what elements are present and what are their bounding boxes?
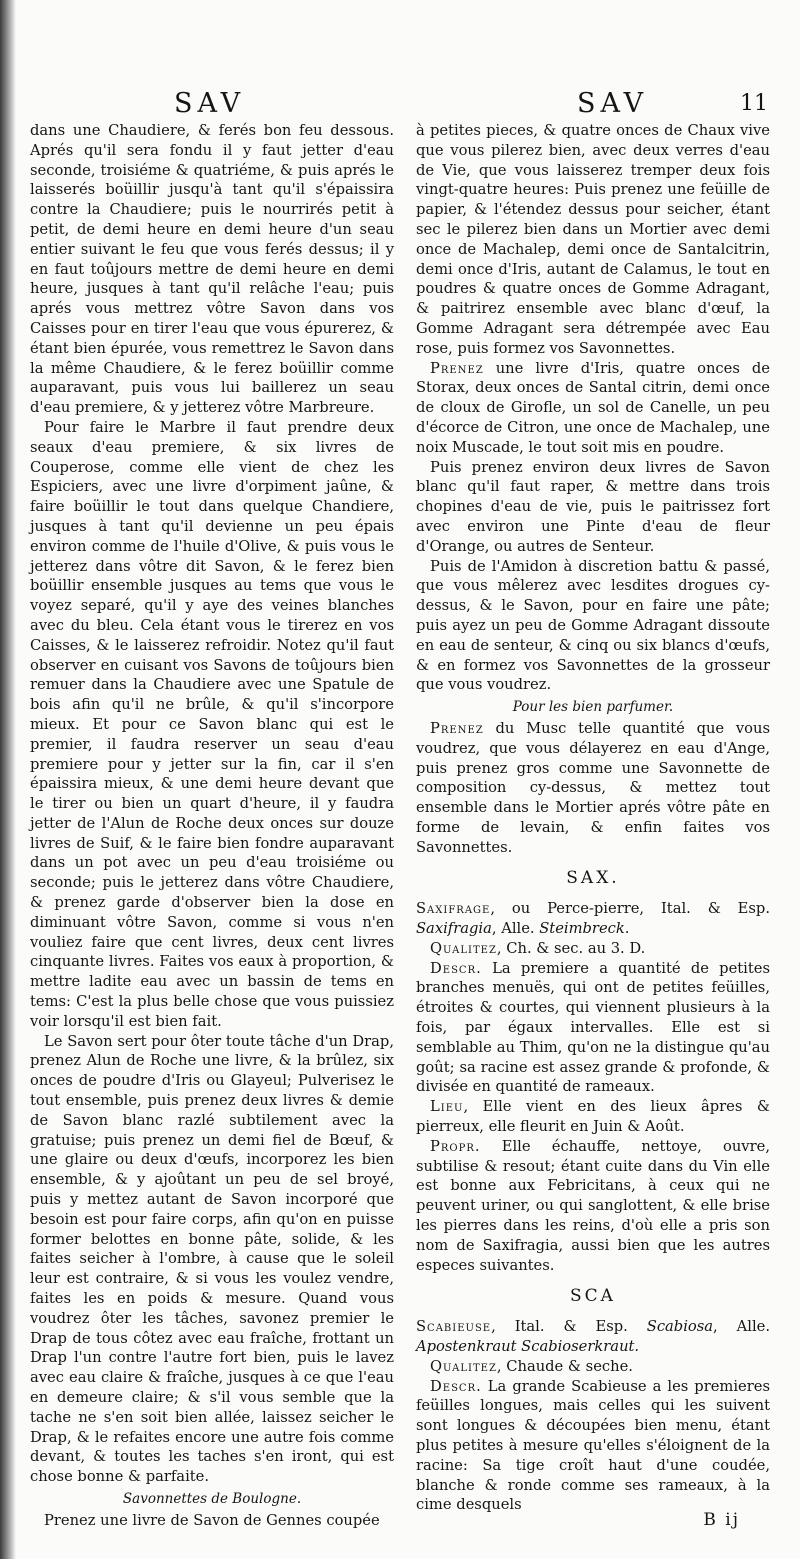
entry-text: La premiere a quantité de petites branches menuës, qui ont de petites feüilles, étroites & courtes, qui viennent plusieurs à la fois, par égaux intervalles. Elle est si semblable au Thim, qu'on ne la distingue qu'au goût; sa racine est assez grande & profonde, & divisée en quantité de rameaux. xyxy=(416,959,771,1096)
entry-saxifrage-lieu xyxy=(416,1097,770,1137)
entry-label: Qualitez xyxy=(430,1357,497,1375)
entry-scabieuse-descr xyxy=(416,1377,770,1516)
paragraph-marble: Pour faire le Marbre il faut prendre deux seaux d'eau premiere, & six livres de Couperose, comme elle vient de chez les Espiciers, avec une livre d'orpiment jaûne, & faire boüillir le tout dans quelque Chandiere, jusques à tant qu'il devienne un peu épais environ comme de l'huile d'Olive, & puis vous le jetterez dans vôtre dit Savon, & le ferez bien boüillir ensemble jusques au tems que vous le voyez separé, qu'il y aye des veines blanches avec du bleu. Cela étant vous le tirerez en vos Caisses, & le laisserez refroidir. Notez qu'il faut observer en cuisant vos Savons de toûjours bien remuer dans la Chaudiere avec une Spatule de bois afin qu'il ne brûle, & qu'il s'incorpore mieux. Et pour ce Savon blanc qui est le premier, il faudra reserver un seau d'eau premiere pour y jetter sur la fin, car il s'en épaissira mieux, & une demi heure devant que le tirer ou bien un quart d'heure, il y faudra jetter de l'Alun de Roche deux onces sur douze livres de Suif, & le faire bien fondre auparavant dans un pot avec un peu d'eau troisiéme ou seconde; puis le jetterez dans vôtre Chaudiere, & prenez garde d'observer bien la dose en diminuant vôtre Savon, comme si vous n'en vouliez faire que cent livres, deux cent livres cinquante livres. Faites vos eaux à proportion, & mettre ladite eau avec un bassin de tems en tems: C'est la plus belle chose que vous puissiez voir lorsqu'il est bien fait. xyxy=(30,418,394,1030)
entry-german: Apostenkraut Scabioserkraut. xyxy=(416,1338,640,1356)
entry-text: , Elle vient en des lieux âpres & pierreux, elle fleurit en Juin & Août. xyxy=(416,1098,770,1136)
paragraph-savonnettes-start: Prenez une livre de Savon de Gennes coupée xyxy=(44,1511,380,1529)
page-binding-edge xyxy=(0,0,16,1559)
caption-parfumer: Pour les bien parfumer. xyxy=(512,699,674,716)
entry-text: , Ch. & sec. au 3. D. xyxy=(496,939,646,957)
section-heading-sax: SAX. xyxy=(566,868,620,889)
entry-latin: Scabiosa xyxy=(646,1318,714,1336)
entry-scabieuse-qualitez xyxy=(416,1357,770,1377)
paragraph-amidon: Puis de l'Amidon à discretion battu & passé, que vous mêlerez avec lesdites drogues cy-dessus, & le Savon, pour en faire une pâte; puis ayez un peu de Gomme Adragant dissoute en eau de senteur, & cinq ou six blancs d'œufs, & en formez vos Savonnettes de la grosseur que vous voudrez. xyxy=(416,557,770,694)
right-column xyxy=(416,121,770,1515)
entry-name: Scabieuse xyxy=(416,1318,492,1336)
entry-label: Descr. xyxy=(430,959,482,977)
entry-saxifrage-propr xyxy=(416,1137,770,1276)
entry-text: , Alle. xyxy=(491,920,535,938)
entry-saxifrage-title xyxy=(416,899,770,939)
lead-word: Prenez xyxy=(430,719,484,737)
entry-latin: Saxifragia xyxy=(416,920,492,938)
paragraph-iris-storax xyxy=(416,359,770,458)
left-column xyxy=(30,121,394,1531)
entry-label: Qualitez xyxy=(430,939,497,957)
section-heading-sca: SCA xyxy=(570,1286,616,1307)
entry-text: , Ital. & Esp. xyxy=(491,1318,628,1336)
paragraph-text: une livre d'Iris, quatre onces de Storax, deux onces de Santal citrin, demi once de cloux de Girofle, un sol de Canelle, un peu d'écorce de Citron, une once de Machalep, une noix Muscade, le tout soit mis en poudre. xyxy=(416,359,770,456)
entry-saxifrage-qualitez xyxy=(416,939,770,959)
header-left-title: SAV xyxy=(174,88,246,119)
entry-scabieuse-title xyxy=(416,1317,770,1357)
entry-label: Propr. xyxy=(430,1137,481,1155)
lead-word: Prenez xyxy=(430,359,484,377)
entry-text: , Alle. xyxy=(713,1318,771,1336)
paragraph-musc xyxy=(416,719,770,858)
paragraph-savon-blanc: Puis prenez environ deux livres de Savon blanc qu'il faut raper, & mettre dans trois chopines d'eau de vie, puis le paitrissez fort avec environ une Pinte d'eau de fleur d'Orange, ou autres de Senteur. xyxy=(416,458,770,555)
entry-text: La grande Scabieuse a les premieres feüilles longues, mais celles qui les suivent sont longues & découpées bien menu, étant plus petites à mesure qu'elles s'éloignent de la racine: Sa tige croît haut d'une coudée, blanche & ronde comme ses rameaux, à la cime desquels xyxy=(416,1377,770,1514)
paragraph-text: du Musc telle quantité que vous voudrez, que vous délayerez en eau d'Ange, puis prenez gros comme une Savonnette de composition cy-dessus, & mettez tout ensemble dans le Mortier aprés vôtre pâte en forme de levain, & enfin faites vos Savonnettes. xyxy=(416,719,771,856)
entry-text: , ou Perce-pierre, Ital. & Esp. xyxy=(490,900,770,918)
entry-german: Steimbreck. xyxy=(539,920,630,938)
entry-name: Saxifrage xyxy=(416,900,491,918)
paragraph-savonnettes-continued: à petites pieces, & quatre onces de Chaux vive que vous pilerez bien, avec deux verres d'eau de Vie, que vous laisserez tremper deux fois vingt-quatre heures: Puis prenez une feüille de papier, & l'étendez dessus pour seicher, étant sec le pilerez bien dans un Mortier avec demi once de Machalep, demi once de Santalcitrin, demi once d'Iris, autant de Calamus, le tout en poudres & quatre onces de Gomme Adragant, & paitrirez ensemble avec blanc d'œuf, la Gomme Adragant sera détrempée avec Eau rose, puis formez vos Savonnettes. xyxy=(416,122,770,357)
header-right-title: SAV xyxy=(577,88,649,119)
paragraph-soap-boiling: dans une Chaudiere, & ferés bon feu dessous. Aprés qu'il sera fondu il y faut jetter d'eau seconde, troisiéme & quatriéme, & puis aprés le laisserés boüillir jusqu'à tant qu'il s'épaissira contre la Chaudiere; puis le nourrirés petit à petit, de demi heure en demi heure d'un seau entier suivant le feu que vous ferés dessus; il y en faut toûjours mettre de demi heure en demi heure, jusques à tant qu'il relâche l'eau; puis aprés vous mettrez vôtre Savon dans vos Caisses pour en tirer l'eau que vous épurerez, & étant bien épurée, vous remettrez le Savon dans la même Chaudiere, & le ferez boüillir comme auparavant, puis vous lui baillerez un seau d'eau premiere, & y jetterez vôtre Marbreure. xyxy=(30,122,394,417)
entry-label: Descr. xyxy=(430,1377,482,1395)
entry-label: Lieu xyxy=(430,1098,464,1116)
signature-mark: B ij xyxy=(703,1510,740,1530)
page-number: 11 xyxy=(740,91,768,116)
entry-saxifrage-descr xyxy=(416,959,770,1098)
caption-savonnettes-boulogne: Savonnettes de Boulogne. xyxy=(122,1490,302,1507)
running-header xyxy=(22,88,778,122)
entry-text: Elle échauffe, nettoye, ouvre, subtilise & resout; étant cuite dans du Vin elle est bonne aux Febricitans, à ceux qui ne peuvent uriner, ou qui sanglottent, & elle brise les pierres dans les reins, d'où elle a pris son nom de Saxifragia, aussi bien que les autres especes suivantes. xyxy=(416,1137,770,1274)
paragraph-stain-remover: Le Savon sert pour ôter toute tâche d'un Drap, prenez Alun de Roche une livre, & la brûlez, six onces de poudre d'Iris ou Glayeul; Pulverisez le tout ensemble, puis prenez deux livres & demie de Savon blanc razlé subtilement avec la gratuise; puis prenez un demi fiel de Bœuf, & une glaire ou deux d'œufs, incorporez les bien ensemble, & y ajoûtant un peu de sel broyé, puis y mettez autant de Savon incorporé que besoin est pour faire corps, afin qu'on en puisse former belottes en bonne pâte, solide, & les faites seicher à l'ombre, à cause que le soleil leur est contraire, & si vous les voulez vendre, faites les en poids & mesure. Quand vous voudrez ôter les tâches, savonez premier le Drap de tous côtez avec eau fraîche, frottant un Drap l'un contre l'autre fort bien, puis le lavez avec eau claire & fraîche, jusques à ce que l'eau en demeure claire; & s'il vous semble que la tache ne s'en soit bien allée, laissez seicher le Drap, & le refaites encore une autre fois comme devant, & toutes les taches s'en iront, qui est chose bonne & parfaite. xyxy=(30,1032,394,1486)
entry-text: , Chaude & seche. xyxy=(496,1357,633,1375)
